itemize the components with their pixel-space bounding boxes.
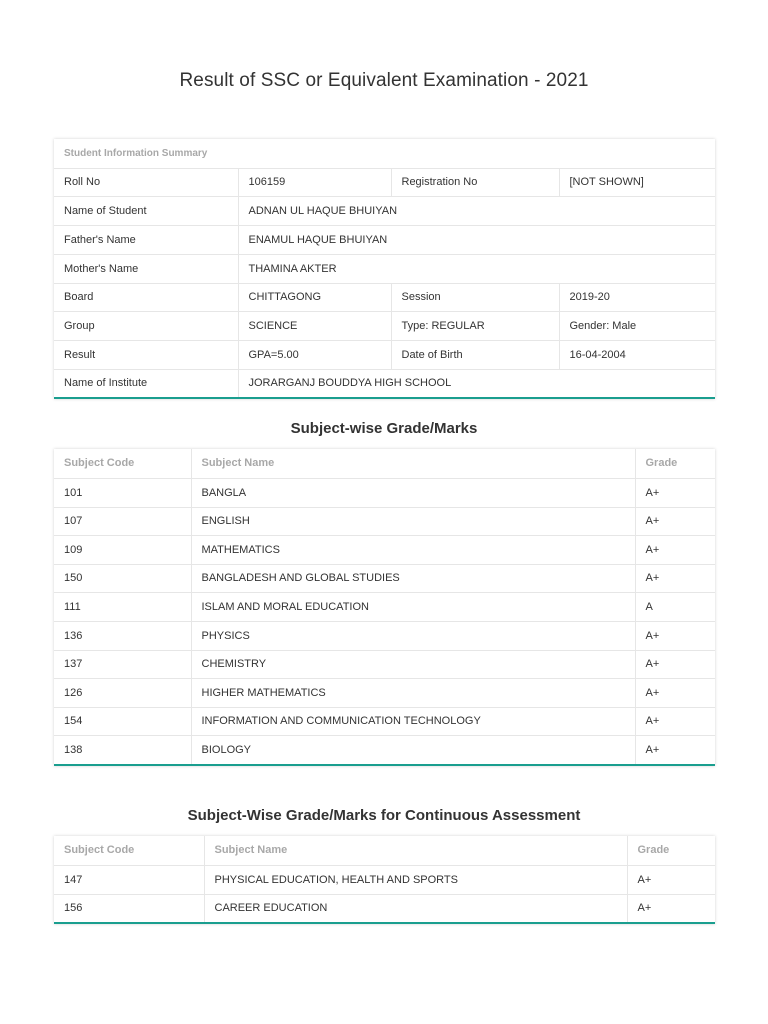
table-row [54, 621, 715, 650]
subject-grade: A+ [635, 707, 715, 735]
type-value: Type: REGULAR [391, 311, 559, 340]
continuous-name-header: Subject Name [204, 836, 627, 865]
summary-heading: Student Information Summary [54, 139, 715, 168]
page-title: Result of SSC or Equivalent Examination - 2021 [179, 70, 589, 91]
subjects-title: Subject-wise Grade/Marks [290, 420, 478, 437]
subject-name: CHEMISTRY [191, 650, 635, 678]
subject-code: 109 [54, 535, 191, 564]
table-row [54, 478, 715, 507]
summary-row-mother [54, 254, 715, 283]
summary-row-roll [54, 168, 715, 196]
continuous-title: Subject-Wise Grade/Marks for Continuous Assessment [187, 807, 581, 824]
dob-value: 16-04-2004 [559, 340, 715, 369]
subject-code: 156 [54, 894, 204, 922]
subject-name: PHYSICS [191, 621, 635, 650]
dob-label: Date of Birth [391, 340, 559, 369]
subject-code: 107 [54, 507, 191, 535]
student-summary-table [54, 139, 715, 397]
subject-grade: A+ [635, 507, 715, 535]
subject-code: 138 [54, 735, 191, 764]
table-row [54, 535, 715, 564]
continuous-code-header: Subject Code [54, 836, 204, 865]
board-label: Board [54, 283, 238, 311]
subject-name: ISLAM AND MORAL EDUCATION [191, 592, 635, 621]
subjects-code-header: Subject Code [54, 449, 191, 478]
subject-code: 150 [54, 564, 191, 592]
subject-grade: A+ [635, 535, 715, 564]
subject-name: INFORMATION AND COMMUNICATION TECHNOLOGY [191, 707, 635, 735]
subject-name: ENGLISH [191, 507, 635, 535]
subject-name: BANGLADESH AND GLOBAL STUDIES [191, 564, 635, 592]
subjects-name-header: Subject Name [191, 449, 635, 478]
result-value: GPA=5.00 [238, 340, 391, 369]
institute-value: JORARGANJ BOUDDYA HIGH SCHOOL [248, 377, 452, 390]
roll-label: Roll No [54, 168, 238, 196]
subject-grade: A [635, 592, 715, 621]
table-row [54, 894, 715, 922]
subject-name: CAREER EDUCATION [204, 894, 627, 922]
summary-row-father [54, 225, 715, 254]
student-summary-card [54, 139, 715, 399]
subjects-card [54, 449, 715, 766]
subject-grade: A+ [635, 678, 715, 707]
group-label: Group [54, 311, 238, 340]
subject-code: 147 [54, 865, 204, 894]
table-row [54, 735, 715, 764]
subject-name: BANGLA [191, 478, 635, 507]
father-name-label: Father's Name [54, 225, 238, 254]
subject-code: 137 [54, 650, 191, 678]
subject-code: 154 [54, 707, 191, 735]
subject-code: 101 [54, 478, 191, 507]
session-value: 2019-20 [559, 283, 715, 311]
continuous-card [54, 836, 715, 924]
subject-grade: A+ [627, 865, 715, 894]
subject-name: MATHEMATICS [191, 535, 635, 564]
table-row [54, 507, 715, 535]
subject-code: 111 [54, 592, 191, 621]
subjects-grade-header: Grade [635, 449, 715, 478]
table-row [54, 865, 715, 894]
subject-name: HIGHER MATHEMATICS [191, 678, 635, 707]
table-row [54, 678, 715, 707]
gender-value: Gender: Male [559, 311, 715, 340]
session-label: Session [391, 283, 559, 311]
summary-row-name [54, 196, 715, 225]
group-value: SCIENCE [238, 311, 391, 340]
summary-row-group [54, 311, 715, 340]
subject-code: 126 [54, 678, 191, 707]
subjects-table [54, 449, 715, 764]
continuous-grade-header: Grade [627, 836, 715, 865]
student-name-value: ADNAN UL HAQUE BHUIYAN [238, 196, 715, 225]
subject-code: 136 [54, 621, 191, 650]
board-value: CHITTAGONG [238, 283, 391, 311]
subject-grade: A+ [637, 902, 652, 915]
subject-grade: A+ [635, 478, 715, 507]
subjects-header-row [54, 449, 715, 478]
subject-grade: A+ [635, 564, 715, 592]
subject-grade: A+ [635, 650, 715, 678]
continuous-header-row [54, 836, 715, 865]
summary-row-result [54, 340, 715, 369]
summary-row-board [54, 283, 715, 311]
mother-name-label: Mother's Name [54, 254, 238, 283]
student-name-label: Name of Student [54, 196, 238, 225]
continuous-table [54, 836, 715, 922]
subject-grade: A+ [635, 621, 715, 650]
subject-name: BIOLOGY [191, 735, 635, 764]
mother-name-value: THAMINA AKTER [238, 254, 715, 283]
table-row [54, 564, 715, 592]
table-row [54, 592, 715, 621]
table-row [54, 707, 715, 735]
roll-value: 106159 [238, 168, 391, 196]
registration-value: [NOT SHOWN] [559, 168, 715, 196]
subject-grade: A+ [645, 743, 660, 756]
father-name-value: ENAMUL HAQUE BHUIYAN [238, 225, 715, 254]
table-row [54, 650, 715, 678]
summary-row-institute [54, 369, 715, 397]
subject-name: PHYSICAL EDUCATION, HEALTH AND SPORTS [204, 865, 627, 894]
result-label: Result [54, 340, 238, 369]
registration-label: Registration No [391, 168, 559, 196]
institute-label: Name of Institute [54, 369, 238, 397]
